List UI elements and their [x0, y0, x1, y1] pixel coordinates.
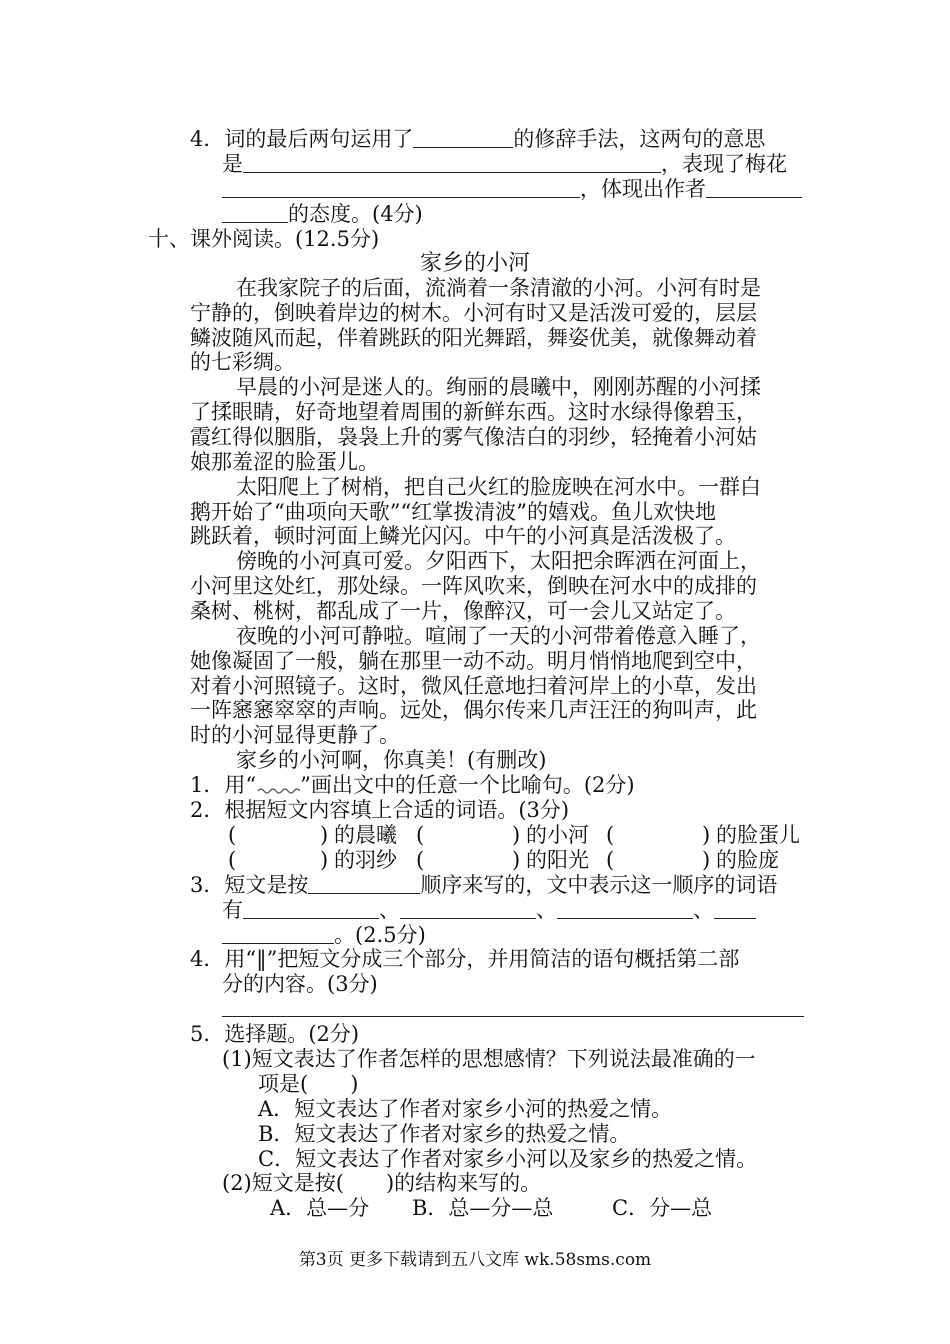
option-b[interactable]: B．总—分—总 [412, 1196, 554, 1220]
prev-q4-line2-text: 是 [222, 152, 243, 176]
passage-line: 桑树、桃树，都乱成了一片，像醉汉，可一会儿又站定了。 [190, 599, 736, 623]
prev-q4-text-a: 4．词的最后两句运用了 [190, 127, 414, 151]
blank-rhetoric[interactable] [413, 127, 513, 148]
blank-word-4b[interactable] [222, 923, 334, 944]
q2-word: 的脸蛋儿 [716, 823, 800, 847]
q3-line3 [222, 922, 426, 948]
passage-line: 她像凝固了一般，躺在那里一动不动。明月悄悄地爬到空中， [190, 649, 757, 673]
passage-line: 小河里这处红，那处绿。一阵风吹来，倒映在河水中的成排的 [190, 574, 757, 598]
option-c[interactable]: C．分—总 [612, 1196, 713, 1220]
blank-order[interactable] [308, 873, 420, 894]
prev-q4-line3 [222, 176, 802, 202]
passage-line: 鳞波随风而起，伴着跳跃的阳光舞蹈，舞姿优美，就像舞动着 [190, 326, 757, 350]
option-c[interactable]: C．短文表达了作者对家乡小河以及家乡的热爱之情。 [258, 1147, 758, 1171]
passage-line: 鹅开始了“曲项向天歌”“红掌拨清波”的嬉戏。鱼儿欢快地 [190, 500, 716, 524]
q2-paren-open: ( [228, 823, 237, 847]
passage-line: 早晨的小河是迷人的。绚丽的晨曦中，刚刚苏醒的小河揉 [236, 375, 761, 399]
q2-word: 的小河 [526, 823, 589, 847]
q2-word: 的羽纱 [334, 848, 397, 872]
option-a[interactable]: A．短文表达了作者对家乡小河的热爱之情。 [258, 1097, 673, 1121]
prev-q4-line2-tail: ，表现了梅花 [661, 152, 787, 176]
passage-line: 傍晚的小河真可爱。夕阳西下，太阳把余晖洒在河面上， [236, 549, 761, 573]
blank-word-3[interactable] [557, 898, 693, 919]
prev-q4-line1 [190, 126, 765, 152]
passage-line: 跳跃着，顿时河面上鳞光闪闪。中午的小河真是活泼极了。 [190, 524, 736, 548]
blank-meaning[interactable] [243, 152, 661, 173]
passage-line: 宁静的，倒映着岸边的树木。小河有时又是活泼可爱的，层层 [190, 301, 757, 325]
q5-part1: (1)短文表达了作者怎样的思想感情？下列说法最准确的一 [222, 1047, 756, 1071]
blank-word-4a[interactable] [714, 898, 756, 919]
q2-paren-open: ( [416, 823, 425, 847]
section-heading: 十、课外阅读。(12.5分) [148, 227, 380, 251]
q2-word: 的阳光 [526, 848, 589, 872]
passage-line: 娘那羞涩的脸蛋儿。 [190, 450, 379, 474]
q3-separator: 、 [379, 898, 400, 922]
passage-line: 霞红得似胭脂，袅袅上升的雾气像洁白的羽纱，轻掩着小河姑 [190, 425, 757, 449]
q1-text-b: ”画出文中的任意一个比喻句。(2分) [300, 773, 635, 797]
blank-word-2[interactable] [400, 898, 536, 919]
q2-paren-open: ( [228, 848, 237, 872]
page-footer: 第3页 更多下载请到五八文库 wk.58sms.com [298, 1250, 652, 1270]
q3-separator: 、 [536, 898, 557, 922]
q5-part1-cont[interactable]: 项是( ) [258, 1072, 359, 1096]
passage-line: 一阵窸窸窣窣的声响。远处，偶尔传来几声汪汪的狗叫声，此 [190, 698, 757, 722]
passage-line: 对着小河照镜子。这时，微风任意地扫着河岸上的小草，发出 [190, 674, 757, 698]
q2-answer-slot[interactable]: ) [512, 823, 521, 847]
prev-q4-line4 [222, 201, 423, 227]
passage-line: 了揉眼睛，好奇地望着周围的新鲜东西。这时水绿得像碧玉， [190, 400, 757, 424]
q2-answer-slot[interactable]: ) [702, 848, 711, 872]
q2-paren-open: ( [606, 823, 615, 847]
passage-line: 家乡的小河啊，你真美！(有删改) [236, 748, 547, 772]
q2-word: 的晨曦 [334, 823, 397, 847]
blank-word-1[interactable] [243, 898, 379, 919]
q1-text-a: 1．用“ [190, 773, 257, 797]
q2-answer-slot[interactable]: ) [512, 848, 521, 872]
blank-author-attitude-a[interactable] [706, 177, 802, 198]
passage-line: 太阳爬上了树梢，把自己火红的脸庞映在河水中。一群白 [236, 475, 761, 499]
question-3 [190, 872, 777, 898]
blank-plum-trait[interactable] [222, 177, 580, 198]
question-5: 5．选择题。(2分) [190, 1022, 360, 1046]
q2-answer-slot[interactable]: ) [320, 823, 329, 847]
prev-q4-line4-text: 的态度。(4分) [288, 202, 423, 226]
passage-title: 家乡的小河 [420, 251, 531, 276]
q3-line3-text: 。(2.5分) [334, 923, 426, 947]
question-4-cont: 分的内容。(3分) [222, 972, 378, 996]
question-1 [190, 772, 635, 798]
passage-line: 的七彩绸。 [190, 350, 295, 374]
q3-line2-text: 有 [222, 898, 243, 922]
q3-text-a: 3．短文是按 [190, 873, 309, 897]
question-4: 4．用“‖”把短文分成三个部分，并用简洁的语句概括第二部 [190, 947, 740, 971]
blank-author-attitude-b[interactable] [222, 202, 288, 223]
q2-answer-slot[interactable]: ) [702, 823, 711, 847]
q2-answer-slot[interactable]: ) [320, 848, 329, 872]
q2-word: 的脸庞 [716, 848, 779, 872]
passage-line: 时的小河显得更静了。 [190, 723, 400, 747]
passage-line: 在我家院子的后面，流淌着一条清澈的小河。小河有时是 [236, 276, 761, 300]
wavy-underline-icon [256, 782, 300, 796]
prev-q4-line3-text: ，体现出作者 [580, 177, 706, 201]
q3-text-b: 顺序来写的，文中表示这一顺序的词语 [420, 873, 778, 897]
q2-paren-open: ( [606, 848, 615, 872]
passage-line: 夜晚的小河可静啦。喧闹了一天的小河带着倦意入睡了， [236, 624, 761, 648]
answer-line[interactable] [222, 1016, 804, 1017]
prev-q4-text-b: 的修辞手法，这两句的意思 [513, 127, 766, 151]
option-a[interactable]: A．总—分 [270, 1196, 370, 1220]
q3-line2 [222, 897, 756, 923]
option-b[interactable]: B．短文表达了作者对家乡的热爱之情。 [258, 1122, 631, 1146]
q3-separator: 、 [693, 898, 714, 922]
question-2: 2．根据短文内容填上合适的词语。(3分) [190, 798, 570, 822]
q5-part2[interactable]: (2)短文是按( )的结构来写的。 [222, 1171, 542, 1195]
q2-paren-open: ( [416, 848, 425, 872]
prev-q4-line2 [222, 151, 787, 177]
